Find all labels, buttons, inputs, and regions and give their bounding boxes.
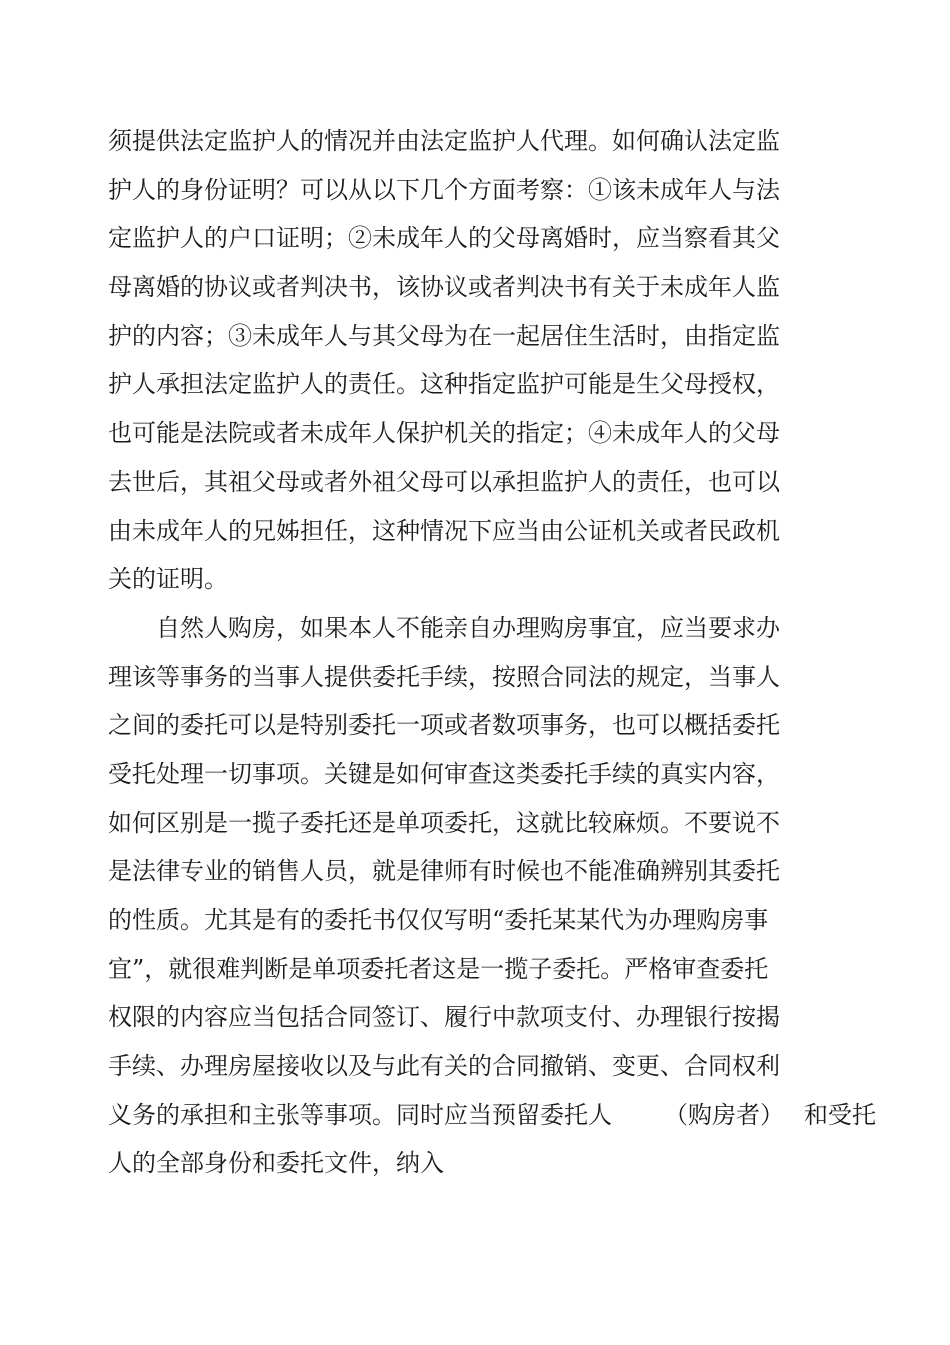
text-segment: 义务的承担和主张等事项。同时应当预留委托人 <box>108 1100 612 1129</box>
text-line: 手续、办理房屋接收以及与此有关的合同撤销、变更、合同权利 <box>108 1052 780 1081</box>
text-line: 之间的委托可以是特别委托一项或者数项事务，也可以概括委托 <box>108 711 780 740</box>
text-line: 受托处理一切事项。关键是如何审查这类委托手续的真实内容， <box>108 759 780 788</box>
text-line: 护人的身份证明？可以从以下几个方面考察：①该未成年人与法 <box>108 175 780 204</box>
text-line: 宜”，就很难判断是单项委托者这是一揽子委托。严格审查委托 <box>108 954 769 983</box>
text-line: 理该等事务的当事人提供委托手续，按照合同法的规定，当事人 <box>108 662 780 691</box>
text-segment: 和受托 <box>804 1100 876 1129</box>
text-line: 由未成年人的兄姊担任，这种情况下应当由公证机关或者民政机 <box>108 516 780 545</box>
text-line: 去世后，其祖父母或者外祖父母可以承担监护人的责任，也可以 <box>108 467 780 496</box>
document-body <box>108 117 876 1188</box>
text-line: 也可能是法院或者未成年人保护机关的指定；④未成年人的父母 <box>108 419 780 448</box>
text-line: 关的证明。 <box>108 565 228 594</box>
text-line: 须提供法定监护人的情况并由法定监护人代理。如何确认法定监 <box>108 127 780 155</box>
text-line-split <box>108 1091 876 1140</box>
text-line: 如何区别是一揽子委托还是单项委托，这就比较麻烦。不要说不 <box>108 808 780 837</box>
text-line: 护人承担法定监护人的责任。这种指定监护可能是生父母授权， <box>108 370 780 399</box>
text-segment: （购房者） <box>664 1100 784 1129</box>
text-line: 母离婚的协议或者判决书，该协议或者判决书有关于未成年人监 <box>108 273 780 302</box>
text-line: 人的全部身份和委托文件，纳入 <box>108 1149 444 1178</box>
text-line-indented: 自然人购房，如果本人不能亲自办理购房事宜，应当要求办 <box>156 613 780 642</box>
text-line: 是法律专业的销售人员，就是律师有时候也不能准确辨别其委托 <box>108 857 780 886</box>
text-line: 的性质。尤其是有的委托书仅仅写明“委托某某代为办理购房事 <box>108 906 769 934</box>
text-line: 定监护人的户口证明；②未成年人的父母离婚时，应当察看其父 <box>108 224 780 253</box>
text-line: 护的内容；③未成年人与其父母为在一起居住生活时，由指定监 <box>108 321 780 350</box>
text-line: 权限的内容应当包括合同签订、履行中款项支付、办理银行按揭 <box>108 1003 780 1032</box>
